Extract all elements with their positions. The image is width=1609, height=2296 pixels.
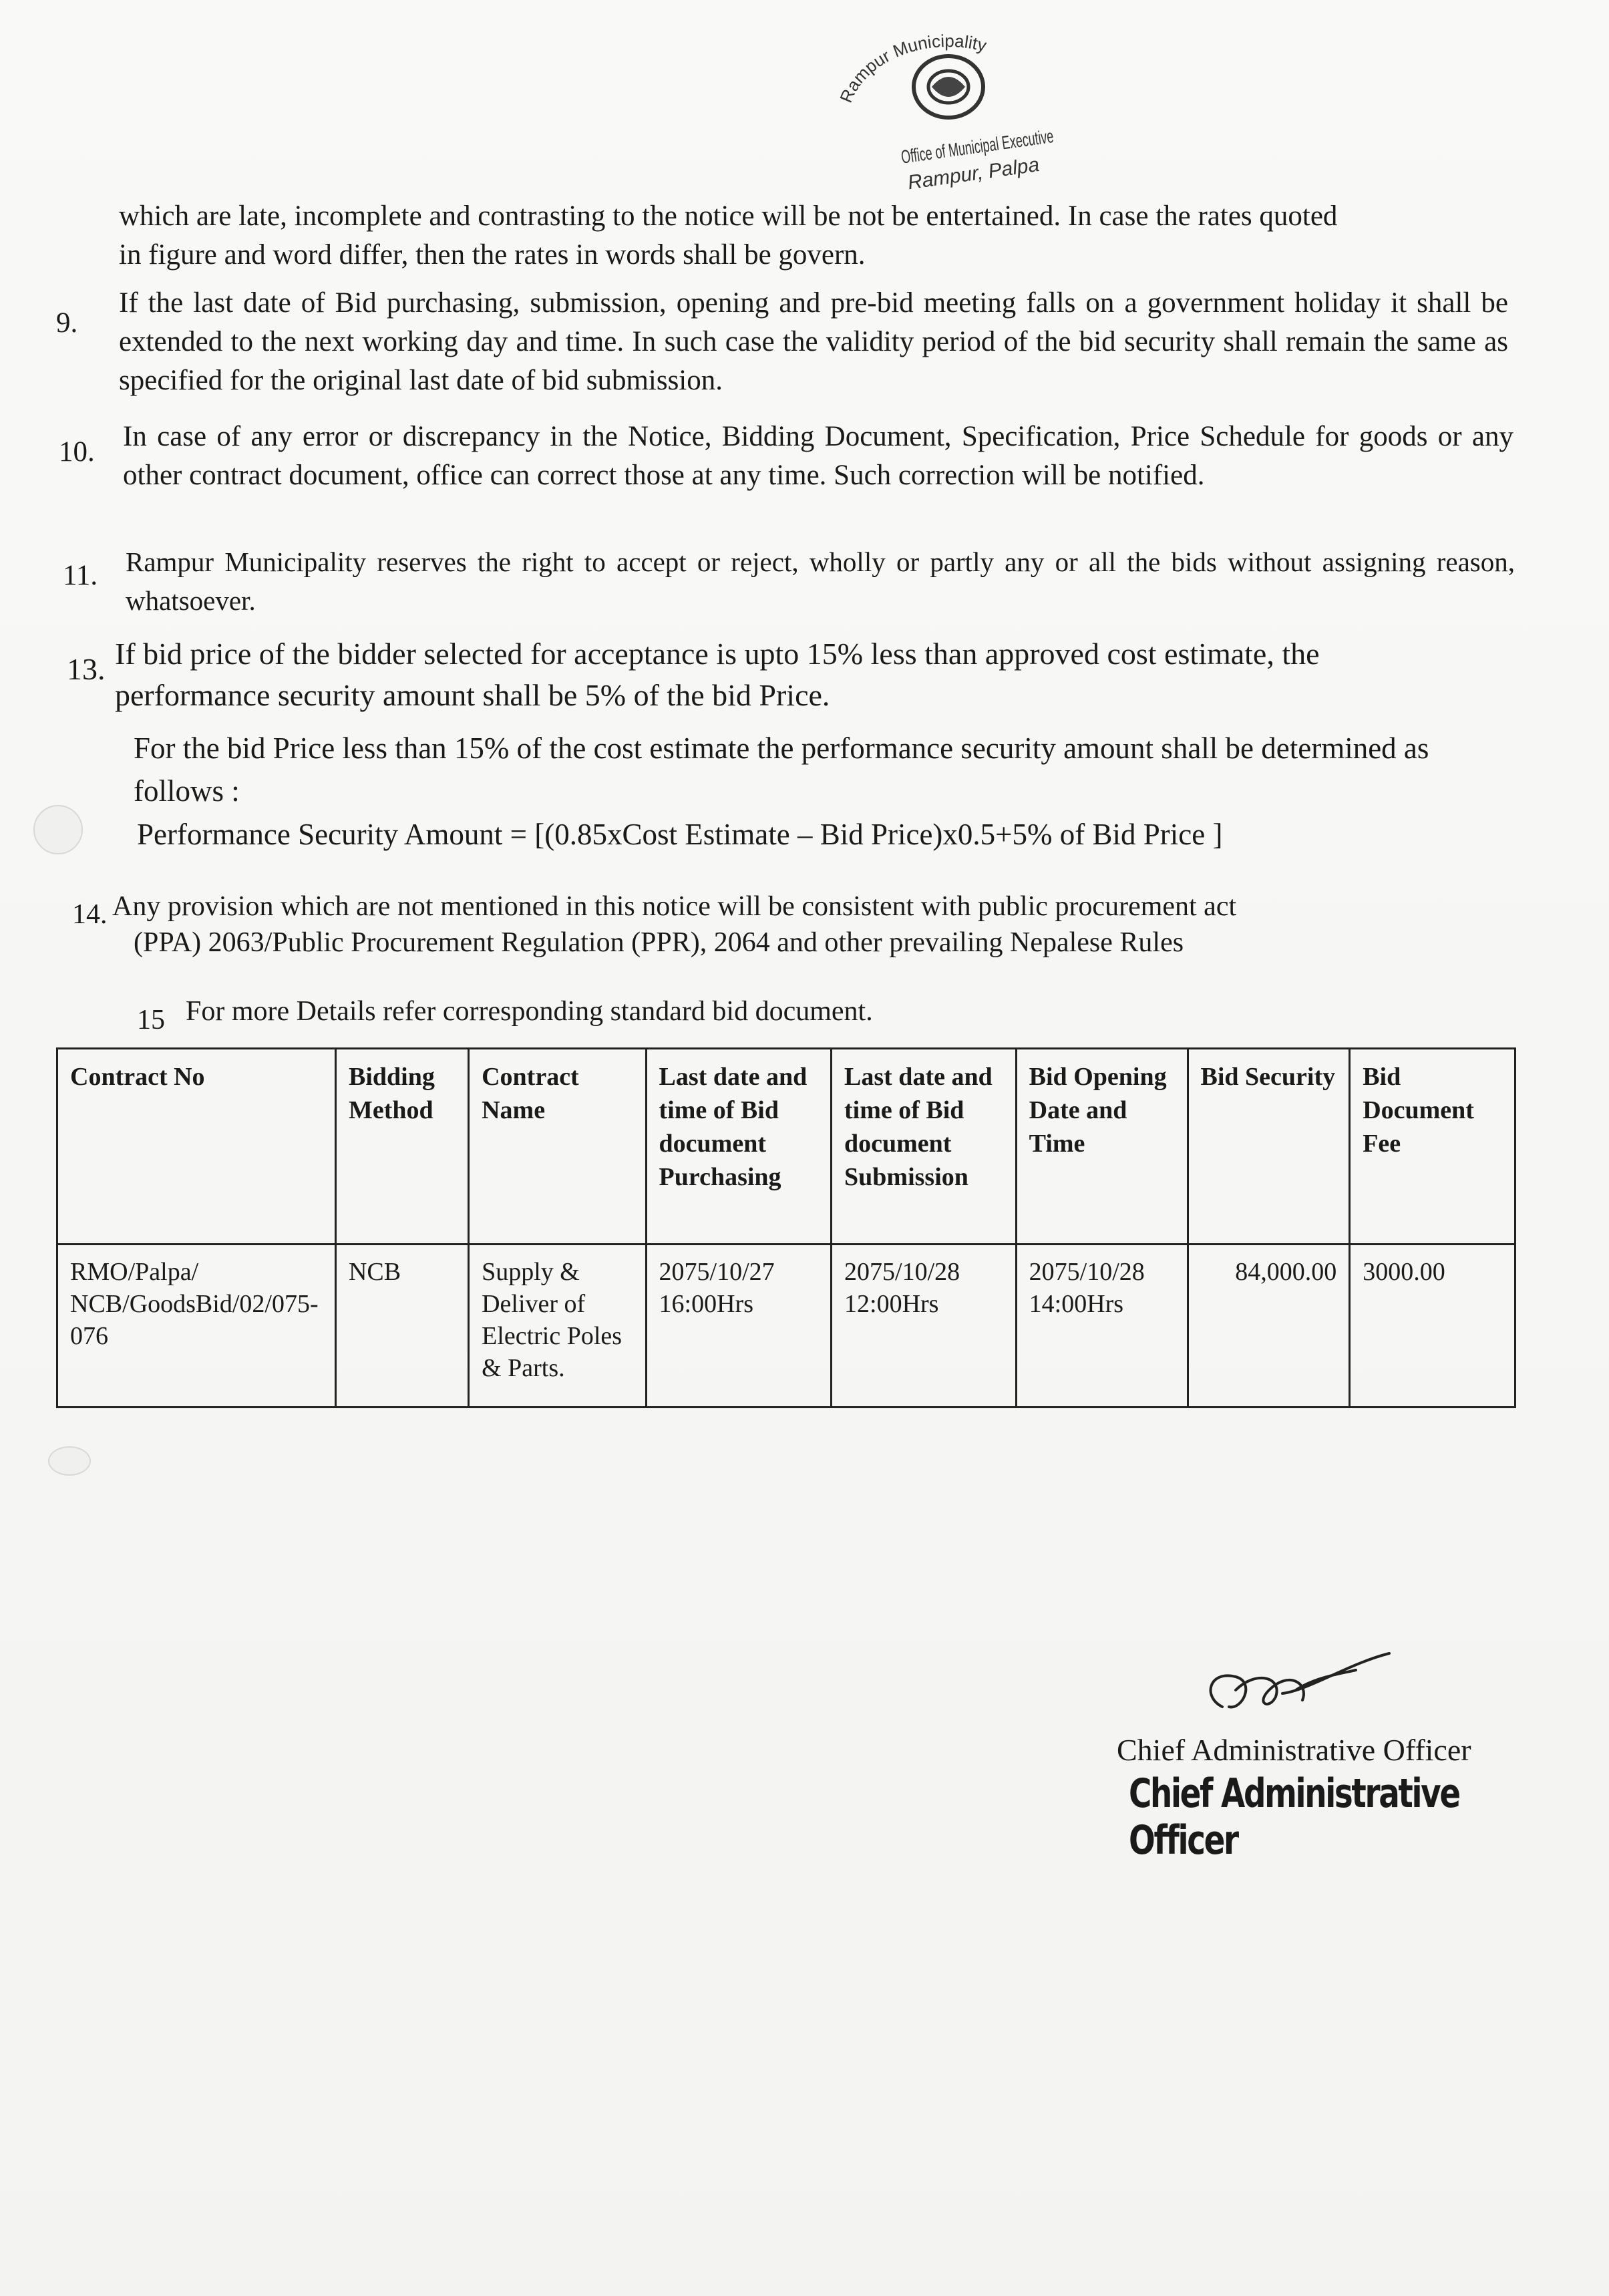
- header-purchase-deadline: Last date and time of Bid document Purchasing: [646, 1049, 831, 1245]
- cell-contract-name: Supply & Deliver of Electric Poles & Parts.: [469, 1245, 646, 1408]
- header-document-fee: Bid Document Fee: [1350, 1049, 1515, 1245]
- clause-number-14: 14.: [72, 899, 108, 930]
- submit-date: 2075/10/28: [844, 1258, 960, 1286]
- cell-opening-date: [1016, 1245, 1188, 1408]
- table-row: [57, 1245, 1515, 1408]
- open-date: 2075/10/28: [1029, 1258, 1145, 1286]
- punch-hole-mark: [33, 805, 83, 854]
- header-contract-no: Contract No: [57, 1049, 336, 1245]
- submit-time: 12:00Hrs: [844, 1290, 939, 1318]
- clause-number-10: 10.: [59, 436, 95, 468]
- cell-purchase-deadline: [646, 1245, 831, 1408]
- clause-11-text: Rampur Municipality reserves the right to accept or reject, wholly or partly any or all the bids without assigning reason, whatsoever.: [126, 546, 1515, 616]
- header-bidding-method: Bidding Method: [335, 1049, 468, 1245]
- signatory-rubber-stamp: Chief Administrative Officer: [1129, 1770, 1459, 1864]
- purchase-date: 2075/10/27: [659, 1258, 775, 1286]
- table-header-row: [57, 1049, 1515, 1245]
- cell-submission-deadline: [832, 1245, 1017, 1408]
- clause-14-line-1: Any provision which are not mentioned in this notice will be consistent with public procurement act: [112, 891, 1237, 922]
- clause-9-text: If the last date of Bid purchasing, submission, opening and pre-bid meeting falls on a government holiday it shall be extended to the next working day and time. In such case the validity period of the bid security shall remain the same as specified for the original last date of bid submission.: [119, 287, 1508, 396]
- clause-13-text: If bid price of the bidder selected for acceptance is upto 15% less than approved cost estimate, the performance security amount shall be 5% of the bid Price.: [115, 637, 1320, 712]
- header-submission-deadline: Last date and time of Bid document Submission: [832, 1049, 1017, 1245]
- cell-bid-security: 84,000.00: [1188, 1245, 1350, 1408]
- clause-10-text: In case of any error or discrepancy in the Notice, Bidding Document, Specification, Price Schedule for goods or any other contract document, office can correct those at any time. Such correction will be notified.: [123, 421, 1513, 491]
- clause-14-line-2: (PPA) 2063/Public Procurement Regulation (PPR), 2064 and other prevailing Nepalese Rules: [134, 927, 1184, 958]
- seal-text-middle: Office of Municipal Executive: [900, 114, 1089, 168]
- performance-security-formula: Performance Security Amount = [(0.85xCost Estimate – Bid Price)x0.5+5% of Bid Price ]: [137, 818, 1223, 851]
- header-contract-name: Contract Name: [469, 1049, 646, 1245]
- seal-text-top: Rampur Municipality: [836, 30, 989, 106]
- punch-hole-mark: [48, 1446, 91, 1476]
- municipal-seal-stamp: [808, 20, 1089, 194]
- clause-number-15: 15: [137, 1005, 165, 1035]
- cell-contract-no: RMO/Palpa/ NCB/GoodsBid/02/075-076: [57, 1245, 336, 1408]
- cell-document-fee: 3000.00: [1350, 1245, 1515, 1408]
- continuation-line-1: which are late, incomplete and contrasting to the notice will be not be entertained. In case the rates quoted: [119, 200, 1338, 232]
- header-bid-security: Bid Security: [1188, 1049, 1350, 1245]
- clause-number-13: 13.: [67, 652, 106, 686]
- signatory-title: Chief Administrative Officer: [1117, 1733, 1471, 1767]
- handwritten-signature: [1196, 1643, 1396, 1730]
- seal-text-bottom: Rampur, Palpa: [906, 153, 1041, 194]
- continuation-paragraph: [119, 197, 1508, 275]
- seal-icon: [808, 20, 1089, 194]
- signature-icon: [1196, 1643, 1396, 1730]
- clause-number-11: 11.: [63, 560, 98, 591]
- bid-schedule-table: [56, 1047, 1516, 1408]
- continuation-line-2: in figure and word differ, then the rates in words shall be govern.: [119, 239, 866, 271]
- clause-number-9: 9.: [56, 307, 78, 339]
- open-time: 14:00Hrs: [1029, 1290, 1124, 1318]
- purchase-time: 16:00Hrs: [659, 1290, 753, 1318]
- cell-bidding-method: NCB: [335, 1245, 468, 1408]
- header-opening-date: Bid Opening Date and Time: [1016, 1049, 1188, 1245]
- clause-13-followup: For the bid Price less than 15% of the cost estimate the performance security amount shall be determined as follows :: [134, 731, 1429, 808]
- clause-15-text: For more Details refer corresponding standard bid document.: [186, 996, 873, 1027]
